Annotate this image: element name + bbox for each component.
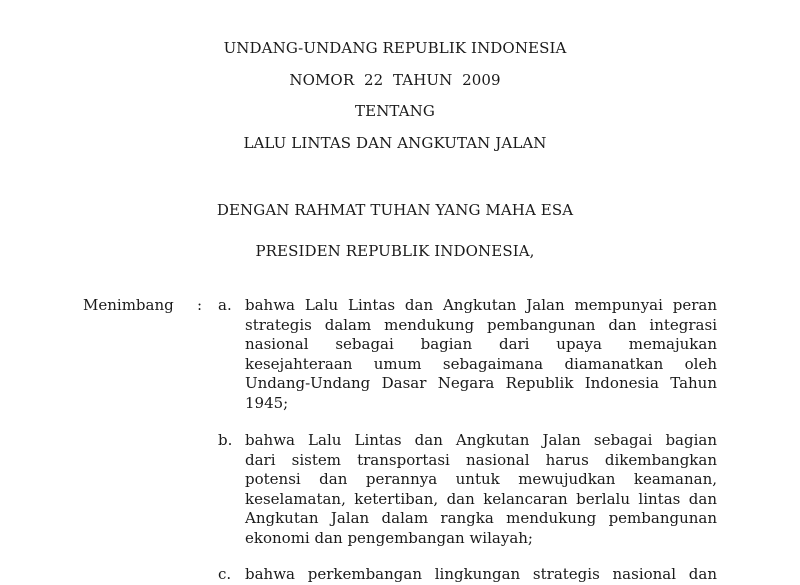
item-a-line: bahwa Lalu Lintas dan Angkutan Jalan mempunyai peran	[245, 296, 717, 314]
title-line-1: UNDANG-UNDANG REPUBLIK INDONESIA	[223, 39, 567, 57]
title-line-2: NOMOR 22 TAHUN 2009	[289, 71, 501, 89]
item-a-line: 1945;	[245, 393, 289, 412]
item-a-line: nasional sebagai bagian dari upaya memajukan	[245, 335, 717, 353]
item-a-body	[245, 296, 717, 413]
item-a-line: Undang-Undang Dasar Negara Republik Indonesia Tahun	[245, 374, 717, 392]
item-b-line: potensi dan perannya untuk mewujudkan keamanan,	[245, 470, 717, 488]
item-b-line: bahwa Lalu Lintas dan Angkutan Jalan sebagai bagian	[245, 431, 717, 449]
item-c-body	[245, 565, 717, 585]
item-b-letter: b.	[218, 431, 233, 449]
blessing-line: DENGAN RAHMAT TUHAN YANG MAHA ESA	[216, 201, 574, 219]
item-a-line: strategis dalam mendukung pembangunan dan integrasi	[245, 315, 717, 334]
item-b-line: Angkutan Jalan dalam rangka mendukung pembangunan	[245, 509, 717, 527]
item-a-line: kesejahteraan umum sebagaimana diamanatkan oleh	[245, 354, 717, 373]
item-b-line: dari sistem transportasi nasional harus dikembangkan	[245, 450, 717, 469]
considering-colon: :	[197, 296, 203, 314]
item-b-line: keselamatan, ketertiban, dan kelancaran berlalu lintas dan	[245, 489, 717, 508]
president-line: PRESIDEN REPUBLIK INDONESIA,	[255, 242, 535, 260]
item-b-line: ekonomi dan pengembangan wilayah;	[245, 528, 533, 547]
title-line-3: TENTANG	[355, 102, 435, 120]
item-c-letter: c.	[218, 565, 232, 583]
considering-label: Menimbang	[83, 296, 174, 314]
item-b-body	[245, 431, 717, 548]
item-a-letter: a.	[218, 296, 232, 314]
item-c-line: bahwa perkembangan lingkungan strategis nasional dan	[245, 565, 717, 583]
title-line-4: LALU LINTAS DAN ANGKUTAN JALAN	[243, 134, 547, 152]
